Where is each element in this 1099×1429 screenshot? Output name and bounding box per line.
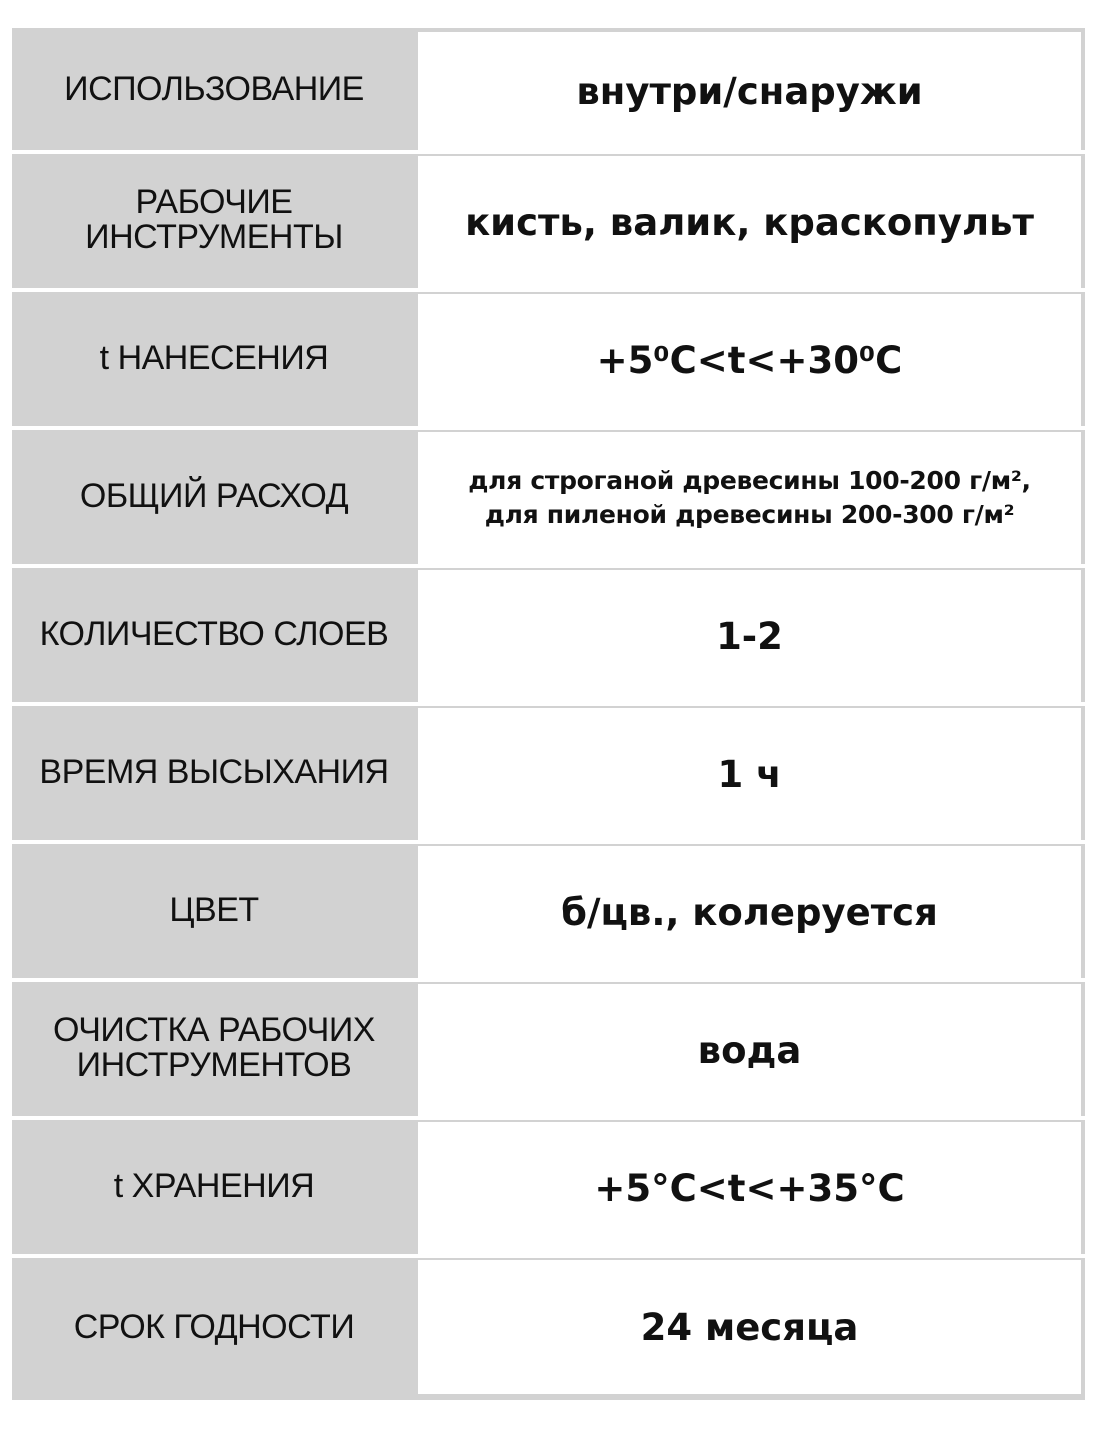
row-label: КОЛИЧЕСТВО СЛОЕВ — [14, 568, 414, 700]
table-row — [12, 842, 1085, 980]
row-label: ЦВЕТ — [14, 844, 414, 976]
table-row — [12, 28, 1085, 152]
row-value: +5⁰C<t<+30⁰C — [418, 294, 1081, 426]
row-value: +5°C<t<+35°C — [418, 1122, 1081, 1254]
row-value: 24 месяца — [418, 1260, 1081, 1394]
row-label: РАБОЧИЕ ИНСТРУМЕНТЫ — [14, 154, 414, 286]
table-row — [12, 152, 1085, 290]
row-label: СРОК ГОДНОСТИ — [14, 1258, 414, 1396]
table-row — [12, 428, 1085, 566]
row-value: б/цв., колеруется — [418, 846, 1081, 978]
row-value — [418, 432, 1081, 564]
table-row — [12, 1256, 1085, 1400]
row-value: 1 ч — [418, 708, 1081, 840]
table-row — [12, 980, 1085, 1118]
table-row — [12, 704, 1085, 842]
row-label: ОБЩИЙ РАСХОД — [14, 430, 414, 562]
row-label: t ХРАНЕНИЯ — [14, 1120, 414, 1252]
row-label: ВРЕМЯ ВЫСЫХАНИЯ — [14, 706, 414, 838]
row-label: t НАНЕСЕНИЯ — [14, 292, 414, 424]
row-label: ОЧИСТКА РАБОЧИХ ИНСТРУМЕНТОВ — [14, 982, 414, 1114]
row-value-line: для строганой древесины 100-200 г/м², — [468, 466, 1031, 496]
specs-table — [12, 28, 1085, 1400]
row-value: кисть, валик, краскопульт — [418, 156, 1081, 288]
row-label: ИСПОЛЬЗОВАНИЕ — [14, 30, 414, 148]
row-value: вода — [418, 984, 1081, 1116]
table-row — [12, 1118, 1085, 1256]
table-row — [12, 566, 1085, 704]
row-value: внутри/снаружи — [418, 32, 1081, 150]
row-value-line: для пиленой древесины 200-300 г/м² — [484, 500, 1015, 529]
table-row — [12, 290, 1085, 428]
row-value: 1-2 — [418, 570, 1081, 702]
